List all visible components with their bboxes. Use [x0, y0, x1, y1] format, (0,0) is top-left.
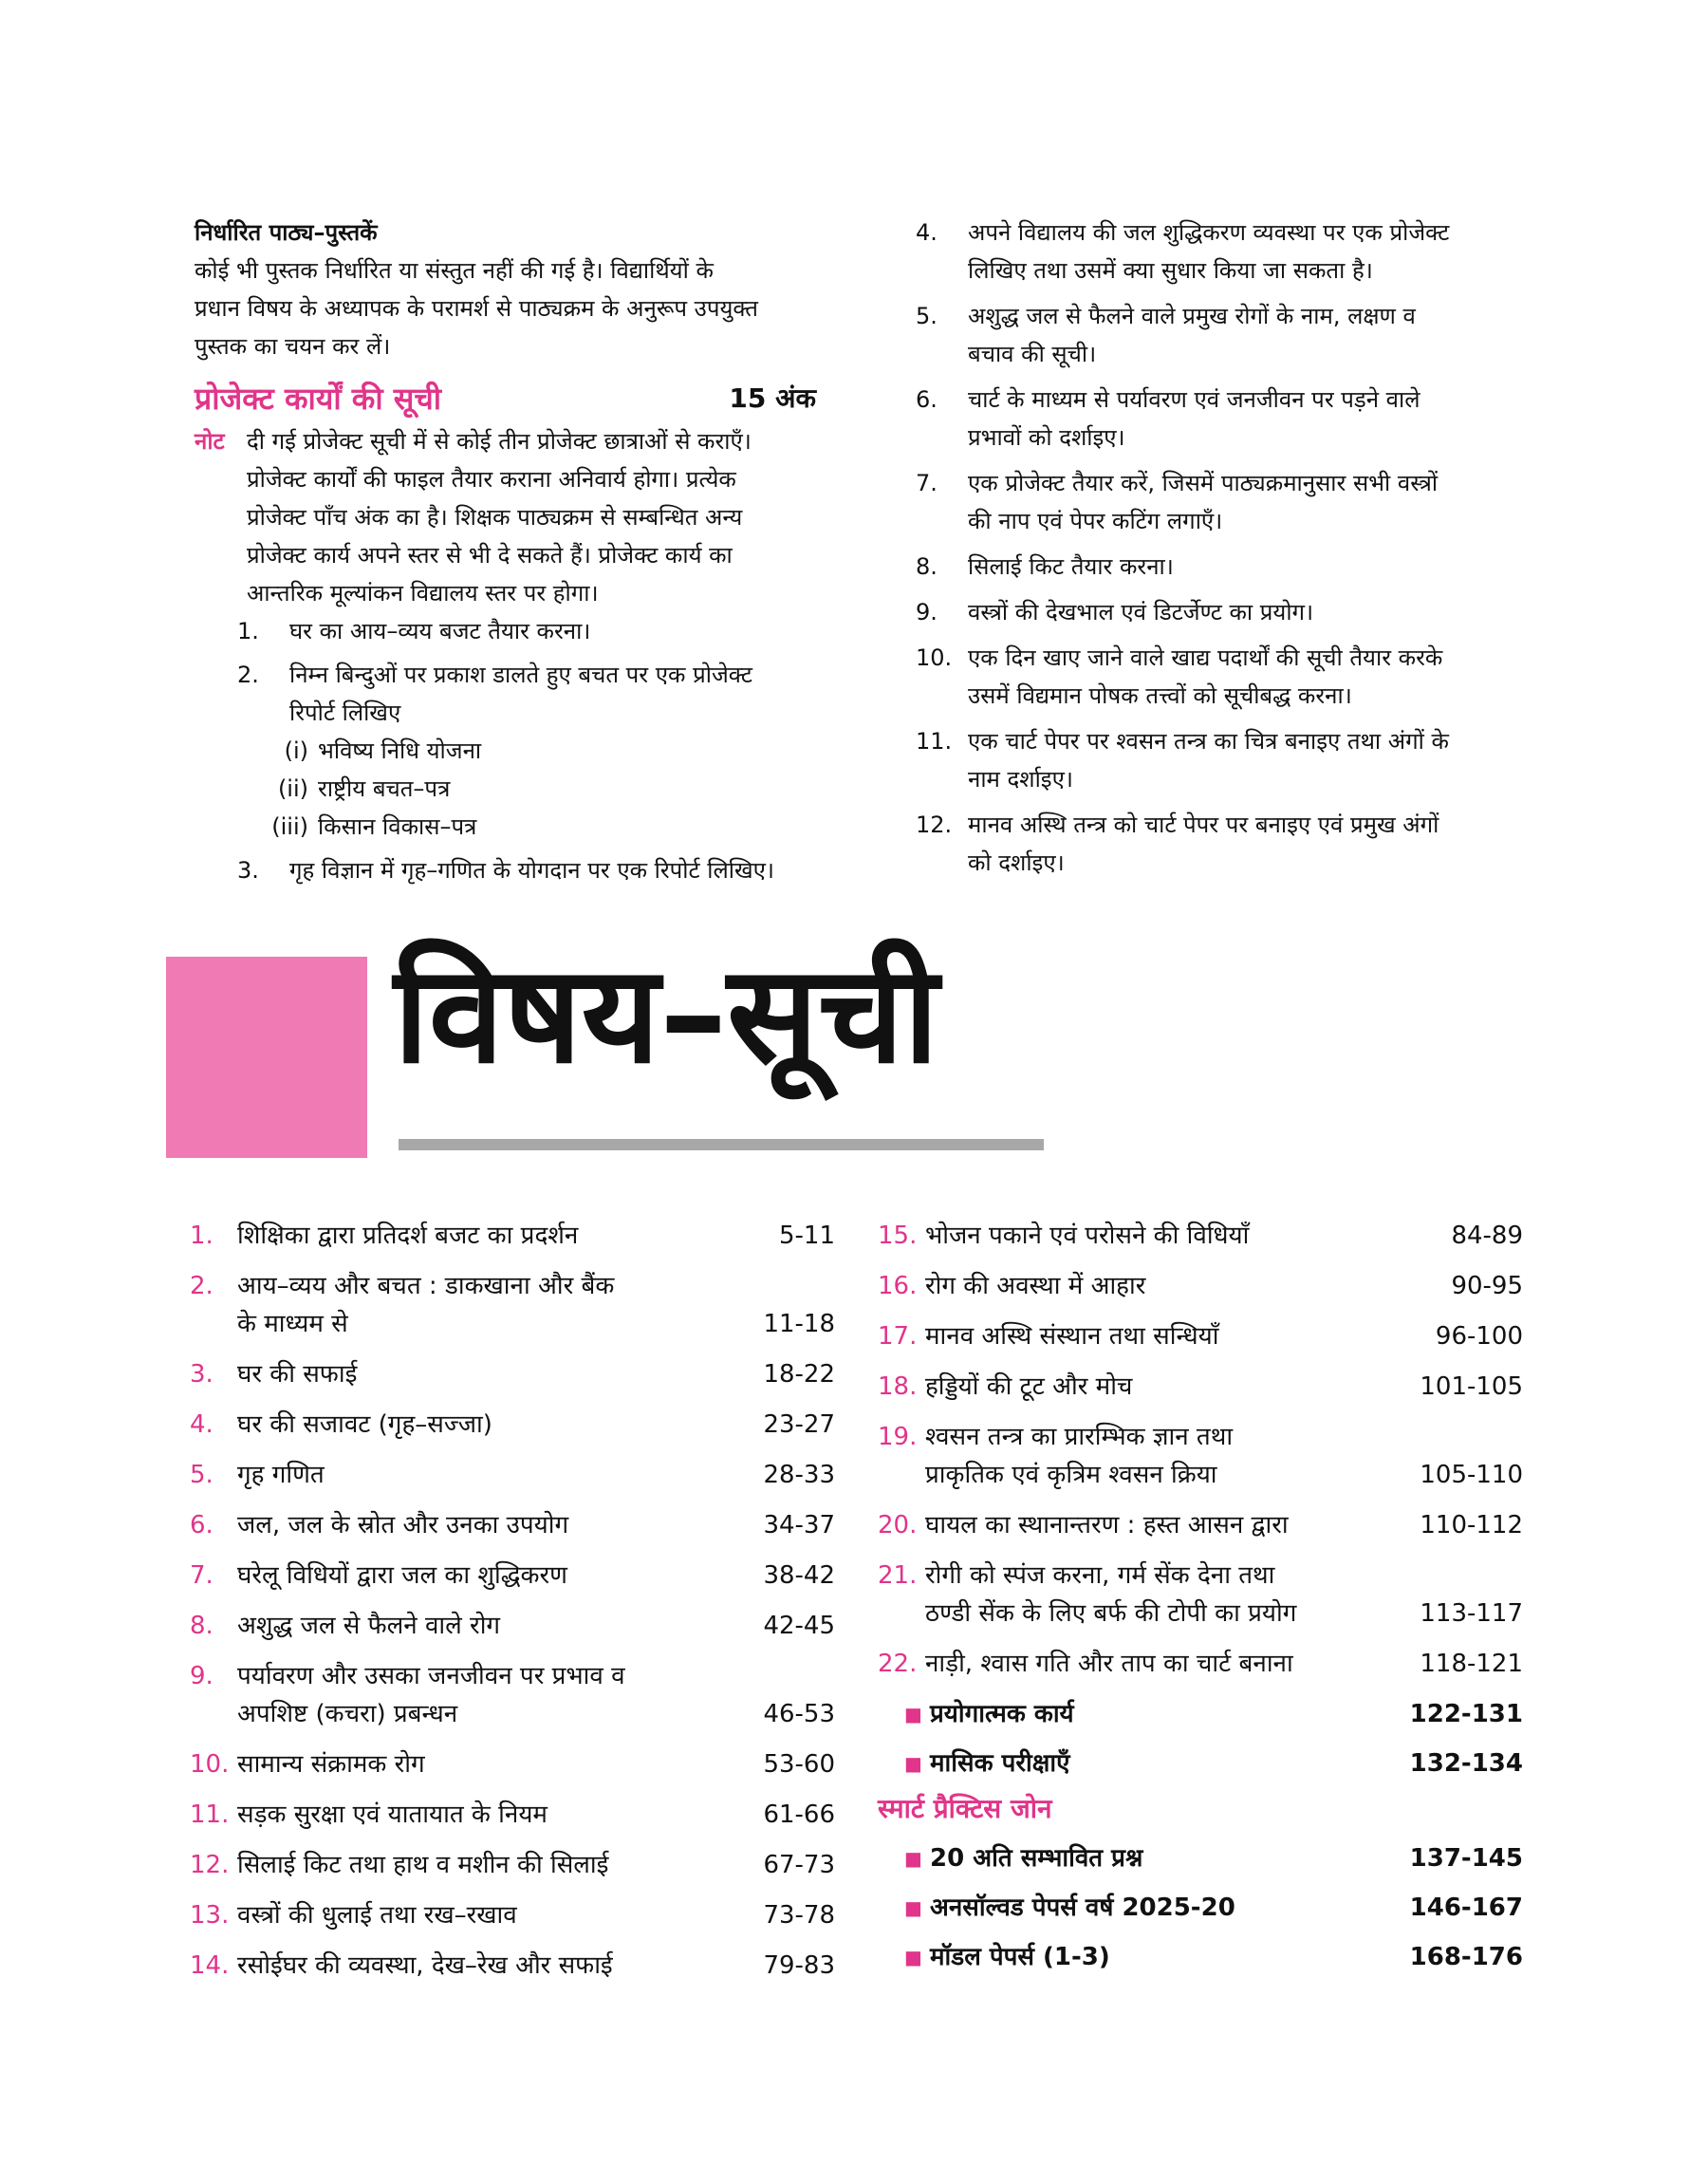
toc-bullet-title: मासिक परीक्षाएँ [930, 1749, 1070, 1778]
textbooks-line: कोई भी पुस्तक निर्धारित या संस्तुत नहीं की गई है। विद्यार्थियों के [195, 257, 714, 284]
sub-item-number: (i) [284, 737, 308, 764]
toc-entry-number: 20. [878, 1511, 918, 1539]
toc-entry-title-line: ठण्डी सेंक के लिए बर्फ की टोपी का प्रयोग [925, 1599, 1297, 1628]
toc-entry-pages: 96-100 [1435, 1322, 1523, 1351]
toc-entry-pages: 84-89 [1451, 1222, 1523, 1250]
toc-entry-title-line: घर की सफाई [237, 1360, 358, 1389]
project-item-text: बचाव की सूची। [968, 341, 1097, 367]
project-item-text: अशुद्ध जल से फैलने वाले प्रमुख रोगों के नाम, लक्षण व [968, 303, 1416, 329]
project-item [237, 656, 826, 732]
toc-entry-title-line: रसोईघर की व्यवस्था, देख–रेख और सफाई [237, 1951, 613, 1980]
toc-entry-title [237, 1846, 608, 1884]
toc-entry-number: 5. [190, 1461, 214, 1489]
toc-entry-number: 18. [878, 1372, 918, 1401]
decorative-pink-block [166, 957, 367, 1158]
square-bullet-icon: ■ [904, 1847, 922, 1870]
toc-bullet-title: 20 अति सम्भावित प्रश्न [930, 1844, 1143, 1873]
toc-entry-title-line: गृह गणित [237, 1461, 325, 1489]
toc-entry-title [237, 1947, 613, 1985]
toc-entry-pages: 34-37 [763, 1511, 835, 1539]
project-item-number: 11. [916, 728, 953, 755]
toc-entry-title [925, 1418, 1233, 1494]
project-item-text: की नाप एवं पेपर कटिंग लगाएँ। [968, 508, 1223, 534]
toc-entry-number: 12. [190, 1851, 230, 1879]
toc-bullet-pages: 137-145 [1409, 1844, 1523, 1873]
toc-bullet-title: प्रयोगात्मक कार्य [930, 1700, 1074, 1728]
toc-entry-title [925, 1645, 1293, 1683]
project-item-text: मानव अस्थि तन्त्र को चार्ट पेपर पर बनाइए एवं प्रमुख अंगों [968, 812, 1439, 838]
project-item [916, 639, 1523, 715]
note-line: प्रोजेक्ट कार्यों की फाइल तैयार कराना अनिवार्य होगा। प्रत्येक [247, 466, 736, 493]
toc-bullet-entry [878, 1889, 1523, 1927]
toc-entry-title-line: घर की सजावट (गृह–सज्जा) [237, 1410, 492, 1439]
project-item-text: एक चार्ट पेपर पर श्वसन तन्त्र का चित्र बनाइए तथा अंगों के [968, 728, 1449, 755]
toc-entry-title [237, 1456, 325, 1494]
toc-bullet-pages: 122-131 [1409, 1700, 1523, 1728]
toc-entry-title [237, 1896, 517, 1934]
toc-entry-title [237, 1267, 614, 1343]
textbooks-line: प्रधान विषय के अध्यापक के परामर्श से पाठ्यक्रम के अनुरूप उपयुक्त [195, 295, 758, 322]
toc-entry [878, 1217, 1523, 1255]
project-item-text: रिपोर्ट लिखिए [289, 700, 401, 726]
project-item-number: 3. [237, 857, 259, 884]
project-item-text: प्रभावों को दर्शाइए। [968, 424, 1125, 451]
toc-entry-pages: 73-78 [763, 1901, 835, 1930]
toc-entry-pages: 11-18 [763, 1310, 835, 1338]
projects-header [195, 375, 816, 422]
toc-entry-number: 19. [878, 1423, 918, 1451]
toc-entry-title-line: आय–व्यय और बचत : डाकखाना और बैंक [237, 1272, 615, 1300]
project-item-number: 2. [237, 662, 259, 688]
smart-zone-heading: स्मार्ट प्रैक्टिस जोन [878, 1793, 1052, 1824]
toc-entry-number: 4. [190, 1410, 214, 1439]
square-bullet-icon: ■ [904, 1896, 922, 1919]
sub-item-text: भविष्य निधि योजना [318, 737, 482, 764]
toc-entry-title-line: मानव अस्थि संस्थान तथा सन्धियाँ [925, 1322, 1219, 1351]
project-sub-item [232, 808, 826, 846]
toc-entry-title [925, 1217, 1249, 1255]
toc-entry-title [237, 1506, 568, 1544]
toc-entry-number: 14. [190, 1951, 230, 1980]
projects-title: प्रोजेक्ट कार्यों की सूची [195, 381, 442, 417]
project-item-text: को दर्शाइए। [968, 849, 1065, 876]
toc-entry [878, 1557, 1523, 1633]
project-item-text: लिखिए तथा उसमें क्या सुधार किया जा सकता है। [968, 257, 1373, 284]
toc-entry-title-line: पर्यावरण और उसका जनजीवन पर प्रभाव व [237, 1662, 625, 1690]
project-item-number: 9. [916, 599, 938, 625]
toc-entry-pages: 38-42 [763, 1561, 835, 1590]
toc-entry [878, 1418, 1523, 1494]
project-item-text: वस्त्रों की देखभाल एवं डिटर्जेण्ट का प्रयोग। [968, 599, 1314, 625]
toc-entry-title [925, 1267, 1145, 1305]
toc-entry [878, 1267, 1523, 1305]
project-item [916, 297, 1523, 373]
toc-entry-pages: 28-33 [763, 1461, 835, 1489]
sub-item-text: किसान विकास–पत्र [318, 813, 477, 840]
project-item-text: एक दिन खाए जाने वाले खाद्य पदार्थों की सूची तैयार करके [968, 644, 1443, 671]
toc-entry-title [237, 1796, 548, 1834]
project-item-text: उसमें विद्यमान पोषक तत्त्वों को सूचीबद्ध करना। [968, 682, 1352, 709]
toc-entry-title-line: श्वसन तन्त्र का प्रारम्भिक ज्ञान तथा [925, 1423, 1234, 1451]
toc-entry-number: 2. [190, 1272, 214, 1300]
toc-entry-title-line: जल, जल के स्रोत और उनका उपयोग [237, 1511, 569, 1539]
project-item-number: 8. [916, 553, 938, 580]
toc-entry-title-line: घायल का स्थानान्तरण : हस्त आसन द्वारा [925, 1511, 1289, 1539]
project-item-text: नाम दर्शाइए। [968, 766, 1073, 793]
toc-entry-pages: 23-27 [763, 1410, 835, 1439]
note-line: प्रोजेक्ट कार्य अपने स्तर से भी दे सकते हैं। प्रोजेक्ट कार्य का [247, 542, 733, 569]
toc-entry-title [237, 1406, 492, 1444]
textbooks-line: पुस्तक का चयन कर लें। [195, 333, 391, 360]
toc-entry-title-line: रोगी को स्पंज करना, गर्म सेंक देना तथा [925, 1561, 1275, 1590]
contents-title: विषय–सूची [394, 937, 939, 1093]
project-item-number: 4. [916, 219, 938, 246]
toc-entry-title-line: के माध्यम से [237, 1310, 348, 1338]
toc-entry [190, 1846, 835, 1884]
toc-entry-title-line: प्राकृतिक एवं कृत्रिम श्वसन क्रिया [925, 1461, 1217, 1489]
note-label: नोट [195, 428, 225, 455]
toc-entry-title [237, 1607, 500, 1645]
toc-entry-pages: 61-66 [763, 1801, 835, 1829]
toc-entry-number: 9. [190, 1662, 214, 1690]
toc-entry-title-line: शिक्षिका द्वारा प्रतिदर्श बजट का प्रदर्शन [237, 1222, 579, 1250]
projects-left-list [237, 612, 826, 889]
toc-entry [190, 1745, 835, 1783]
toc-entry [878, 1317, 1523, 1355]
toc-entry-title [237, 1355, 357, 1393]
toc-entry-pages: 18-22 [763, 1360, 835, 1389]
project-item [916, 806, 1523, 882]
toc-entry-title-line: हड्डियों की टूट और मोच [925, 1372, 1133, 1401]
toc-entry-pages: 67-73 [763, 1851, 835, 1879]
toc-entry [190, 1406, 835, 1444]
toc-entry-number: 11. [190, 1801, 230, 1829]
toc-bullet-entry [878, 1938, 1523, 1976]
toc-entry-number: 10. [190, 1750, 230, 1779]
project-item [237, 612, 826, 650]
toc-entry-pages: 5-11 [778, 1222, 835, 1250]
sub-item-number: (ii) [277, 775, 308, 802]
toc-entry-title [237, 1557, 567, 1595]
toc-entry [878, 1368, 1523, 1406]
toc-entry-number: 6. [190, 1511, 214, 1539]
toc-entry [878, 1645, 1523, 1683]
project-item-text: घर का आय–व्यय बजट तैयार करना। [289, 618, 591, 644]
toc-entry-pages: 90-95 [1451, 1272, 1523, 1300]
toc-entry-title-line: रोग की अवस्था में आहार [925, 1272, 1146, 1300]
toc-bullet-title: अनसॉल्वड पेपर्स वर्ष 2025-20 [930, 1894, 1235, 1922]
toc-entry-pages: 79-83 [763, 1951, 835, 1980]
toc-entry-title-line: सड़क सुरक्षा एवं यातायात के नियम [237, 1801, 548, 1829]
toc-entry-number: 22. [878, 1650, 918, 1678]
toc-entry-pages: 113-117 [1420, 1599, 1523, 1628]
toc-entry [190, 1607, 835, 1645]
note-line: प्रोजेक्ट पाँच अंक का है। शिक्षक पाठ्यक्रम से सम्बन्धित अन्य [247, 504, 743, 531]
project-item [237, 851, 826, 889]
projects-marks: 15 अंक [729, 382, 816, 414]
toc-entry [190, 1267, 835, 1343]
toc-entry-number: 16. [878, 1272, 918, 1300]
toc-entry-title-line: वस्त्रों की धुलाई तथा रख–रखाव [237, 1901, 517, 1930]
toc-entry-title [925, 1368, 1132, 1406]
toc-entry-pages: 53-60 [763, 1750, 835, 1779]
square-bullet-icon: ■ [904, 1946, 922, 1968]
project-item-number: 1. [237, 618, 259, 644]
toc-entry-title [925, 1506, 1289, 1544]
toc-entry [878, 1506, 1523, 1544]
textbooks-heading: निर्धारित पाठ्य–पुस्तकें [195, 219, 378, 246]
project-item-number: 5. [916, 303, 938, 329]
toc-entry-pages: 105-110 [1420, 1461, 1523, 1489]
toc-bullet-title: मॉडल पेपर्स (1-3) [930, 1943, 1110, 1971]
project-item [916, 548, 1523, 586]
toc-entry [190, 1557, 835, 1595]
toc-entry-title [237, 1657, 625, 1733]
toc-entry-number: 8. [190, 1612, 214, 1640]
toc-entry-number: 3. [190, 1360, 214, 1389]
title-underline [399, 1139, 1044, 1150]
note-first-line: दी गई प्रोजेक्ट सूची में से कोई तीन प्रोजेक्ट छात्राओं से कराएँ। [247, 428, 752, 455]
toc-entry [190, 1217, 835, 1255]
toc-entry [190, 1796, 835, 1834]
toc-entry [190, 1456, 835, 1494]
project-item-text: निम्न बिन्दुओं पर प्रकाश डालते हुए बचत पर एक प्रोजेक्ट [289, 662, 752, 688]
toc-bullet-pages: 168-176 [1409, 1943, 1523, 1971]
toc-bullet-entry [878, 1745, 1523, 1782]
project-item [916, 593, 1523, 631]
toc-entry-title-line: अपशिष्ट (कचरा) प्रबन्धन [237, 1700, 458, 1728]
textbooks-section [195, 214, 821, 365]
toc-entry [190, 1896, 835, 1934]
project-item [916, 381, 1523, 457]
square-bullet-icon: ■ [904, 1703, 922, 1726]
square-bullet-icon: ■ [904, 1752, 922, 1775]
sub-item-number: (iii) [271, 813, 308, 840]
note-line: आन्तरिक मूल्यांकन विद्यालय स्तर पर होगा। [247, 580, 599, 606]
toc-entry-number: 7. [190, 1561, 214, 1590]
project-item-number: 10. [916, 644, 953, 671]
toc-entry-title-line: भोजन पकाने एवं परोसने की विधियाँ [925, 1222, 1250, 1250]
project-item-text: एक प्रोजेक्ट तैयार करें, जिसमें पाठ्यक्रमानुसार सभी वस्त्रों [968, 470, 1439, 496]
project-item-number: 6. [916, 386, 938, 413]
toc-entry-pages: 42-45 [763, 1612, 835, 1640]
project-item-text: सिलाई किट तैयार करना। [968, 553, 1174, 580]
sub-item-text: राष्ट्रीय बचत–पत्र [318, 775, 451, 802]
toc-entry-number: 1. [190, 1222, 214, 1250]
toc-entry-title [925, 1317, 1218, 1355]
toc-bullet-entry [878, 1839, 1523, 1877]
toc-entry-title-line: नाड़ी, श्वास गति और ताप का चार्ट बनाना [925, 1650, 1293, 1678]
projects-right-list [916, 214, 1523, 889]
project-item-number: 12. [916, 812, 953, 838]
toc-entry-title-line: घरेलू विधियों द्वारा जल का शुद्धिकरण [237, 1561, 567, 1590]
toc-entry-number: 21. [878, 1561, 918, 1590]
project-item [916, 214, 1523, 289]
toc-entry [190, 1657, 835, 1733]
project-sub-item [232, 732, 826, 770]
toc-entry-number: 15. [878, 1222, 918, 1250]
toc-entry-title-line: सिलाई किट तथा हाथ व मशीन की सिलाई [237, 1851, 609, 1879]
toc-entry [190, 1506, 835, 1544]
toc-entry-pages: 101-105 [1420, 1372, 1523, 1401]
toc-entry-title-line: सामान्य संक्रामक रोग [237, 1750, 425, 1779]
toc-entry-title [925, 1557, 1296, 1633]
toc-entry-title [237, 1745, 425, 1783]
toc-bullet-entry [878, 1695, 1523, 1733]
project-item-text: गृह विज्ञान में गृह–गणित के योगदान पर एक रिपोर्ट लिखिए। [289, 857, 774, 884]
toc-entry-title-line: अशुद्ध जल से फैलने वाले रोग [237, 1612, 501, 1640]
project-item-text: चार्ट के माध्यम से पर्यावरण एवं जनजीवन पर पड़ने वाले [968, 386, 1420, 413]
toc-entry-number: 17. [878, 1322, 918, 1351]
project-item-number: 7. [916, 470, 938, 496]
toc-entry-pages: 110-112 [1420, 1511, 1523, 1539]
toc-entry-title [237, 1217, 578, 1255]
toc-bullet-pages: 132-134 [1409, 1749, 1523, 1778]
toc-entry-pages: 118-121 [1420, 1650, 1523, 1678]
toc-bullet-pages: 146-167 [1409, 1894, 1523, 1922]
projects-note [195, 422, 821, 612]
project-item-text: अपने विद्यालय की जल शुद्धिकरण व्यवस्था पर एक प्रोजेक्ट [968, 219, 1450, 246]
toc-entry-number: 13. [190, 1901, 230, 1930]
toc-entry [190, 1355, 835, 1393]
toc-entry-pages: 46-53 [763, 1700, 835, 1728]
project-sub-item [232, 770, 826, 808]
toc-entry [190, 1947, 835, 1985]
project-item [916, 722, 1523, 798]
project-item [916, 464, 1523, 540]
